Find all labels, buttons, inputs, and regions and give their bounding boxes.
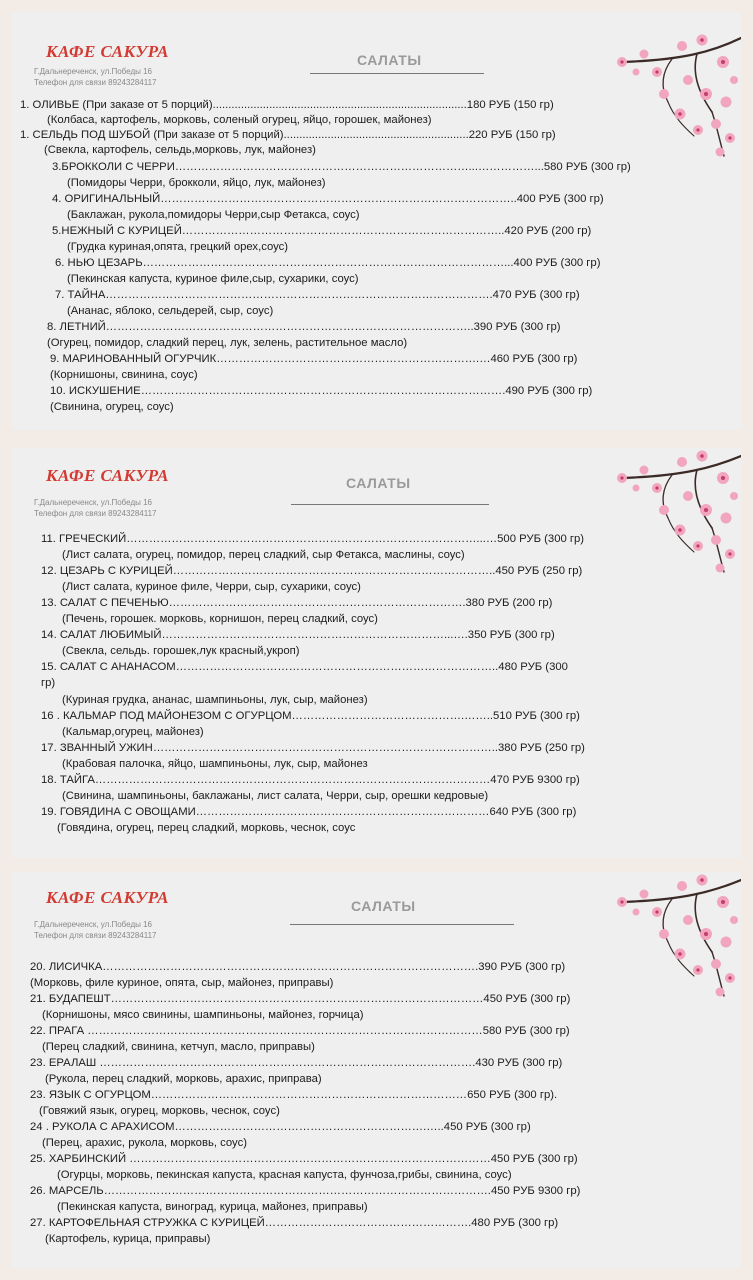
item-ingredients: (Баклажан, рукола,помидоры Черри,сыр Фетакса, соус) bbox=[67, 209, 360, 221]
menu-item-line: 12. ЦЕЗАРЬ С КУРИЦЕЙ…………………………………………………………………………..450 РУБ (250 гр) bbox=[41, 565, 583, 577]
cafe-address: Г.Дальнереченск, ул.Победы 16 bbox=[34, 920, 152, 929]
menu-item-line: 19. ГОВЯДИНА С ОВОЩАМИ……………………………………………………………………640 РУБ (300 гр) bbox=[41, 806, 577, 818]
item-ingredients: (Лист салата, огурец, помидор, перец сладкий, сыр Фетакса, маслины, соус) bbox=[62, 549, 465, 561]
section-underline bbox=[291, 504, 489, 505]
menu-item-line: 3.БРОККОЛИ С ЧЕРРИ……………………………………………………………………...……………...580 РУБ (300 гр) bbox=[52, 161, 631, 173]
menu-item-line: 22. ПРАГА ……………………………………………………………………………………………580 РУБ (300 гр) bbox=[30, 1025, 570, 1037]
menu-item-line: 8. ЛЕТНИЙ……………………………………………………………………………………..390 РУБ (300 гр) bbox=[47, 321, 561, 333]
menu-item-line: гр) bbox=[41, 677, 56, 689]
menu-item-line: 7. ТАЙНА………………………………………………………………………………………….470 РУБ (300 гр) bbox=[55, 289, 580, 301]
cafe-address: Г.Дальнереченск, ул.Победы 16 bbox=[34, 67, 152, 76]
item-ingredients: (Лист салата, куриное филе, Черри, сыр, сухарики, соус) bbox=[62, 581, 361, 593]
item-ingredients: (Крабовая палочка, яйцо, шампиньоны, лук, сыр, майонез bbox=[62, 758, 368, 770]
menu-item-line: 5.НЕЖНЫЙ С КУРИЦЕЙ…………………………………………………………………………..420 РУБ (200 гр) bbox=[52, 225, 592, 237]
item-ingredients: (Свекла, картофель, сельдь,морковь, лук, майонез) bbox=[44, 144, 316, 156]
item-ingredients: (Пекинская капуста, виноград, курица, майонез, приправы) bbox=[57, 1201, 368, 1213]
menu-item-line: 20. ЛИСИЧКА……………………………………………………………………………………….390 РУБ (300 гр) bbox=[30, 961, 566, 973]
menu-item-line: 10. ИСКУШЕНИЕ…………………………………………………………………………………….490 РУБ (300 гр) bbox=[50, 385, 593, 397]
menu-item-line: 26. МАРСЕЛЬ………………………………………………………………………………………….450 РУБ 9300 гр) bbox=[30, 1185, 581, 1197]
item-ingredients: (Корнишоны, мясо свинины, шампиньоны, майонез, горчица) bbox=[42, 1009, 364, 1021]
sakura-branch-icon bbox=[602, 448, 741, 574]
item-ingredients: (Свекла, сельдь. горошек,лук красный,укроп) bbox=[62, 645, 300, 657]
menu-item-line: 4. ОРИГИНАЛЬНЫЙ…………………………………………………………………………………..400 РУБ (300 гр) bbox=[52, 193, 604, 205]
menu-page-2 bbox=[12, 448, 741, 858]
item-ingredients: (Грудка куриная,опята, грецкий орех,соус) bbox=[67, 241, 289, 253]
menu-item-line: 1. ОЛИВЬЕ (При заказе от 5 порций).................................................................................180 РУБ (150 гр) bbox=[20, 99, 554, 111]
menu-item-line: 23. ЕРАЛАШ ……………………………………………………………………………………….430 РУБ (300 гр) bbox=[30, 1057, 563, 1069]
menu-item-line: 24 . РУКОЛА С АРАХИСОМ………………………………………………………….…..450 РУБ (300 гр) bbox=[30, 1121, 531, 1133]
cafe-name: КАФЕ САКУРА bbox=[46, 42, 169, 61]
item-ingredients: (Печень, горошек. морковь, корнишон, перец сладкий, соус) bbox=[62, 613, 378, 625]
sakura-branch-icon bbox=[602, 872, 741, 998]
item-ingredients: (Куриная грудка, ананас, шампиньоны, лук, сыр, майонез) bbox=[62, 694, 368, 706]
menu-page-3 bbox=[12, 872, 741, 1268]
item-ingredients: (Перец сладкий, свинина, кетчуп, масло, приправы) bbox=[42, 1041, 315, 1053]
menu-item-line: 14. САЛАТ ЛЮБИМЫЙ…………………………………………………………………...….350 РУБ (300 гр) bbox=[41, 629, 555, 641]
item-ingredients: (Морковь, филе куриное, опята, сыр, майонез, приправы) bbox=[30, 977, 334, 989]
cafe-phone: Телефон для связи 89243284117 bbox=[34, 931, 157, 940]
menu-item-line: 16 . КАЛЬМАР ПОД МАЙОНЕЗОМ С ОГУРЦОМ……………………………………….……..510 РУБ (300 гр) bbox=[41, 710, 580, 722]
item-ingredients: (Перец, арахис, рукола, морковь, соус) bbox=[42, 1137, 247, 1149]
section-title: САЛАТЫ bbox=[346, 475, 411, 491]
section-underline bbox=[290, 924, 514, 925]
item-ingredients: (Ананас, яблоко, сельдерей, сыр, соус) bbox=[67, 305, 274, 317]
section-title: САЛАТЫ bbox=[357, 52, 422, 68]
item-ingredients: (Огурцы, морковь, пекинская капуста, красная капуста, фунчоза,грибы, свинина, соус) bbox=[57, 1169, 512, 1181]
item-ingredients: (Картофель, курица, приправы) bbox=[45, 1233, 211, 1245]
menu-item-line: 17. ЗВАННЫЙ УЖИН………………………………………………………………………………..380 РУБ (250 гр) bbox=[41, 742, 585, 754]
menu-item-line: 6. НЬЮ ЦЕЗАРЬ……………………………………………………………………………………...400 РУБ (300 гр) bbox=[55, 257, 601, 269]
item-ingredients: (Говядина, огурец, перец сладкий, морковь, чеснок, соус bbox=[57, 822, 356, 834]
menu-item-line: 9. МАРИНОВАННЫЙ ОГУРЧИК…………………………………………………………….…460 РУБ (300 гр) bbox=[50, 353, 578, 365]
item-ingredients: (Пекинская капуста, куриное филе,сыр, сухарики, соус) bbox=[67, 273, 359, 285]
item-ingredients: (Помидоры Черри, брокколи, яйцо, лук, майонез) bbox=[67, 177, 326, 189]
menu-page-1 bbox=[12, 12, 741, 430]
menu-item-line: 25. ХАРБИНСКИЙ ……………………………………………………………………………………450 РУБ (300 гр) bbox=[30, 1153, 578, 1165]
cafe-name: КАФЕ САКУРА bbox=[46, 466, 169, 485]
cafe-phone: Телефон для связи 89243284117 bbox=[34, 78, 157, 87]
menu-item-line: 23. ЯЗЫК С ОГУРЦОМ…………………………………………………………………………650 РУБ (300 гр). bbox=[30, 1089, 558, 1101]
menu-item-line: 18. ТАЙГА……………………………………………………………………………………………470 РУБ 9300 гр) bbox=[41, 774, 580, 786]
menu-item-line: 21. БУДАПЕШТ………………………………………………………………………………………450 РУБ (300 гр) bbox=[30, 993, 571, 1005]
cafe-name: КАФЕ САКУРА bbox=[46, 888, 169, 907]
cafe-phone: Телефон для связи 89243284117 bbox=[34, 509, 157, 518]
item-ingredients: (Говяжий язык, огурец, морковь, чеснок, соус) bbox=[39, 1105, 280, 1117]
menu-item-line: 27. КАРТОФЕЛЬНАЯ СТРУЖКА С КУРИЦЕЙ……………………………………………….480 РУБ (300 гр) bbox=[30, 1217, 559, 1229]
menu-item-line: 1. СЕЛЬДЬ ПОД ШУБОЙ (При заказе от 5 порций)...........................................................220 РУБ (150 гр) bbox=[20, 129, 556, 141]
cafe-address: Г.Дальнереченск, ул.Победы 16 bbox=[34, 498, 152, 507]
item-ingredients: (Кальмар,огурец, майонез) bbox=[62, 726, 204, 738]
item-ingredients: (Свинина, шампиньоны, баклажаны, лист салата, Черри, сыр, орешки кедровые) bbox=[62, 790, 489, 802]
menu-item-line: 11. ГРЕЧЕСКИЙ…………………………………………………………………………………...…500 РУБ (300 гр) bbox=[41, 533, 585, 545]
item-ingredients: (Колбаса, картофель, морковь, соленый огурец, яйцо, горошек, майонез) bbox=[47, 114, 432, 126]
item-ingredients: (Рукола, перец сладкий, морковь, арахис, приправа) bbox=[45, 1073, 322, 1085]
menu-item-line: 15. САЛАТ С АНАНАСОМ…………………………………………………………………………..480 РУБ (300 bbox=[41, 661, 568, 673]
section-underline bbox=[310, 73, 484, 74]
item-ingredients: (Свинина, огурец, соус) bbox=[50, 401, 174, 413]
item-ingredients: (Огурец, помидор, сладкий перец, лук, зелень, растительное масло) bbox=[47, 337, 408, 349]
section-title: САЛАТЫ bbox=[351, 898, 416, 914]
sakura-branch-icon bbox=[602, 32, 741, 158]
menu-item-line: 13. САЛАТ С ПЕЧЕНЬЮ…………………………………………………………………….380 РУБ (200 гр) bbox=[41, 597, 553, 609]
item-ingredients: (Корнишоны, свинина, соус) bbox=[50, 369, 198, 381]
